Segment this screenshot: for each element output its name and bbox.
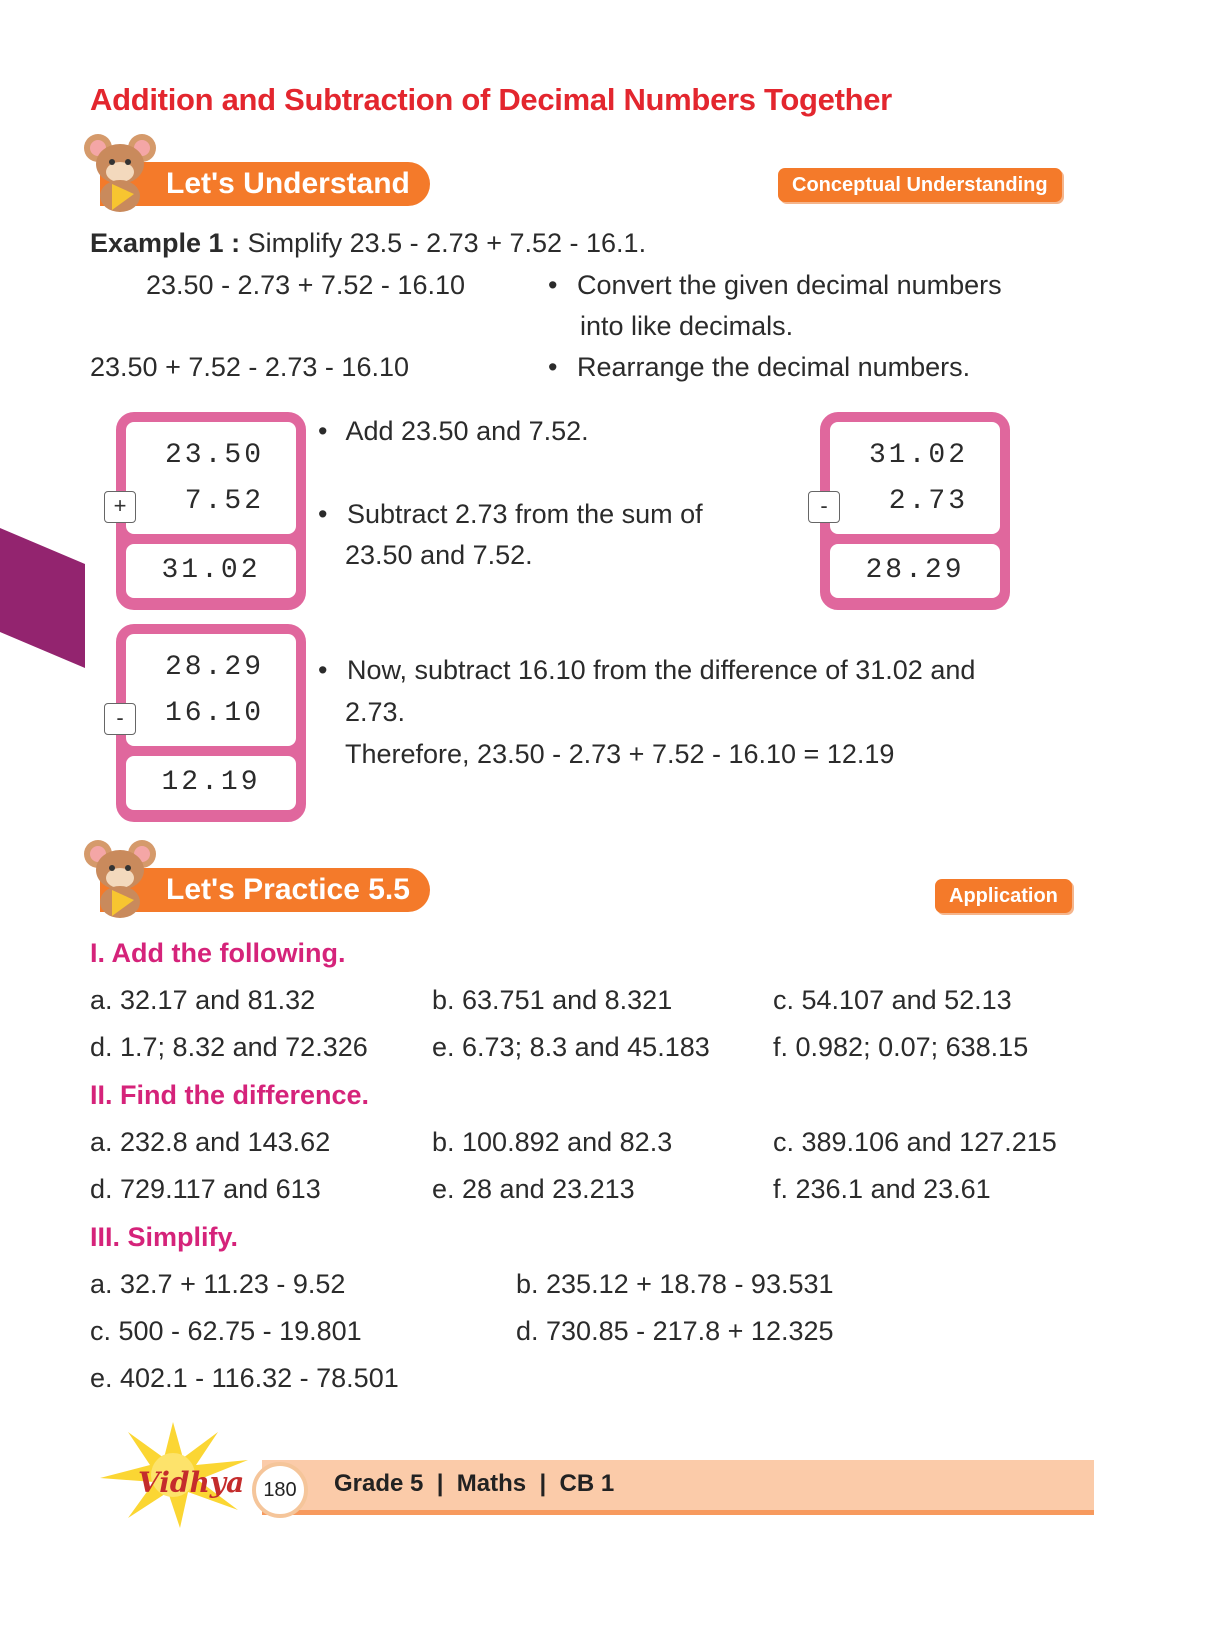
practice-heading: Let's Practice 5.5	[166, 873, 410, 906]
addition-result	[126, 544, 296, 598]
question-item: e. 402.1 - 116.32 - 78.501	[90, 1363, 399, 1393]
subtraction1-result	[830, 544, 1000, 598]
question-item: c. 500 - 62.75 - 19.801	[90, 1316, 362, 1346]
example-text: Simplify 23.5 - 2.73 + 7.52 - 16.1.	[247, 228, 647, 258]
note-now-line2: 2.73.	[345, 697, 406, 727]
note-subtract-line1: Subtract 2.73 from the sum of	[346, 499, 703, 529]
understand-heading: Let's Understand	[166, 167, 410, 200]
mouse-mascot-icon	[82, 834, 158, 920]
footer-text: Grade 5 | Maths | CB 1	[334, 1470, 615, 1497]
section-add-heading: I. Add the following.	[90, 938, 346, 968]
question-item: b. 235.12 + 18.78 - 93.531	[516, 1269, 834, 1299]
question-item: f. 0.982; 0.07; 638.15	[773, 1032, 1029, 1062]
plus-operator-icon: +	[104, 491, 136, 523]
addition-top-number: 23.50	[164, 440, 264, 471]
note-now-line1: Now, subtract 16.10 from the difference of 31.02 and	[346, 655, 976, 685]
subtraction1-top-number: 31.02	[868, 440, 968, 471]
subtraction1-result-value: 28.29	[865, 555, 965, 586]
question-item: d. 730.85 - 217.8 + 12.325	[516, 1316, 834, 1346]
question-item: a. 232.8 and 143.62	[90, 1127, 331, 1157]
question-item: d. 729.117 and 613	[90, 1174, 321, 1204]
minus-operator-icon: -	[808, 491, 840, 523]
therefore-line: Therefore, 23.50 - 2.73 + 7.52 - 16.10 = 12.19	[345, 739, 895, 769]
conceptual-understanding-tag: Conceptual Understanding	[778, 168, 1062, 202]
subtraction2-result	[126, 756, 296, 810]
question-item: d. 1.7; 8.32 and 72.326	[90, 1032, 368, 1062]
note-add-text: Add 23.50 and 7.52.	[345, 416, 589, 446]
note-add	[318, 416, 589, 447]
step1-note-line1: Convert the given decimal numbers	[576, 270, 1002, 300]
question-item: a. 32.17 and 81.32	[90, 985, 316, 1015]
example-label: Example 1 :	[90, 228, 241, 258]
addition-operands	[126, 422, 296, 534]
question-item: a. 32.7 + 11.23 - 9.52	[90, 1269, 346, 1299]
subtraction2-top-number: 28.29	[164, 652, 264, 683]
step1-note	[548, 270, 1093, 301]
question-item: b. 63.751 and 8.321	[432, 985, 673, 1015]
mouse-mascot-icon	[82, 128, 158, 214]
question-item: b. 100.892 and 82.3	[432, 1127, 673, 1157]
addition-second-number: 7.52	[184, 486, 264, 517]
addition-box	[116, 412, 306, 610]
note-subtract-line2: 23.50 and 7.52.	[345, 540, 533, 570]
subtraction2-operands	[126, 634, 296, 746]
minus-operator-icon: -	[104, 703, 136, 735]
subtraction1-second-number: 2.73	[888, 486, 968, 517]
subtraction-box-1	[820, 412, 1010, 610]
step2-expression: 23.50 + 7.52 - 2.73 - 16.10	[90, 352, 409, 382]
question-item: c. 389.106 and 127.215	[773, 1127, 1057, 1157]
example-line	[90, 228, 646, 259]
side-tab-decoration	[0, 528, 90, 673]
question-item: e. 28 and 23.213	[432, 1174, 635, 1204]
step2-note	[548, 352, 970, 383]
step1-note-line2: into like decimals.	[580, 311, 794, 341]
step2-note-text: Rearrange the decimal numbers.	[576, 352, 971, 382]
step1-expression: 23.50 - 2.73 + 7.52 - 16.10	[146, 270, 465, 300]
subtraction-box-2	[116, 624, 306, 822]
vidhya-logo-icon	[88, 1420, 258, 1530]
note-now-subtract	[318, 655, 975, 686]
section-difference-heading: II. Find the difference.	[90, 1080, 370, 1110]
question-item: c. 54.107 and 52.13	[773, 985, 1012, 1015]
question-item: e. 6.73; 8.3 and 45.183	[432, 1032, 710, 1062]
note-subtract	[318, 499, 703, 530]
question-item: f. 236.1 and 23.61	[773, 1174, 991, 1204]
section-simplify-heading: III. Simplify.	[90, 1222, 239, 1252]
page-number: 180	[252, 1462, 308, 1518]
application-tag: Application	[935, 879, 1072, 913]
logo-text: Vidhya	[138, 1466, 245, 1499]
subtraction2-result-value: 12.19	[161, 767, 261, 798]
subtraction1-operands	[830, 422, 1000, 534]
page-title: Addition and Subtraction of Decimal Numbers Together	[90, 82, 892, 117]
addition-result-value: 31.02	[161, 555, 261, 586]
subtraction2-second-number: 16.10	[164, 698, 264, 729]
